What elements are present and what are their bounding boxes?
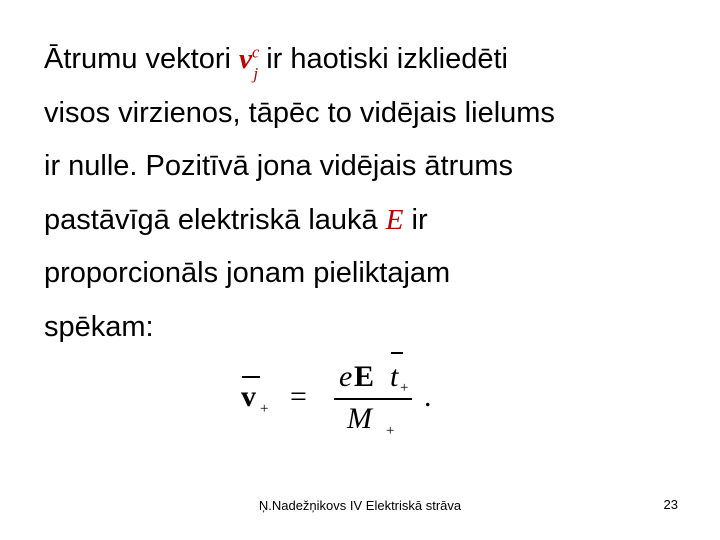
text-line-1 [44,33,704,87]
text-line-4 [44,194,704,248]
equals-sign: = [290,380,307,413]
text-line-5: proporcionāls jonam pieliktajam [44,257,451,289]
numerator-time: t [390,360,399,393]
numerator-charge: e [339,360,353,393]
page-number: 23 [663,497,678,512]
velocity-superscript: c [251,42,260,62]
velocity-symbol [239,42,260,83]
velocity-subscript: j [253,63,259,83]
numerator-subscript: + [400,380,409,396]
text-line-6: spēkam: [44,310,154,343]
lhs-subscript: + [260,401,269,417]
text-line-2: visos virzienos, tāpēc to vidējais lielums [44,96,555,129]
fraction-line [334,398,412,400]
text-line-3: ir nulle. Pozitīvā jona vidējais ātrums [44,150,514,182]
denominator-mass: M [347,402,372,435]
lhs-overbar [242,376,260,378]
velocity-base: v [239,43,252,75]
text-segment: ir haotiski izkliedēti [258,43,508,75]
formula-period: . [424,380,432,413]
field-symbol: E [385,203,404,236]
footer-author: Ņ.Nadežņikovs IV Elektriskā strāva [258,498,462,513]
text-segment: ir [403,203,428,236]
velocity-formula [236,346,446,442]
slide-body-text [44,33,704,354]
text-segment: pastāvīgā elektriskā laukā [44,203,386,236]
numerator-field: E [354,360,375,393]
denominator-subscript: + [386,423,395,439]
lhs-velocity: v [241,380,256,413]
time-overbar [391,352,403,354]
text-segment: Ātrumu vektori [44,43,239,75]
